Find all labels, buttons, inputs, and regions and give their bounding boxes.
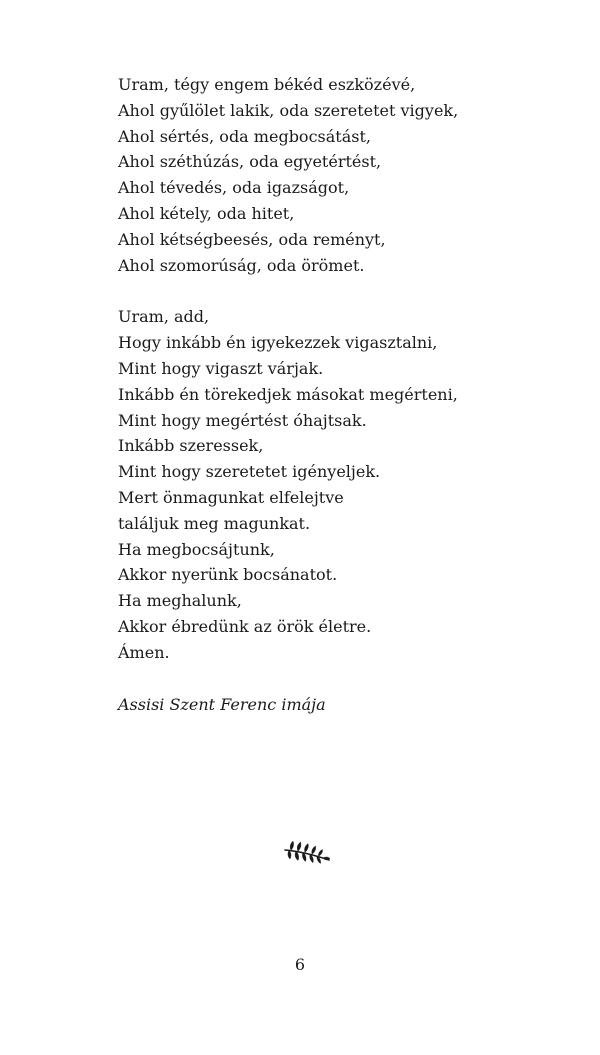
stanza-1: [118, 72, 558, 278]
poem-line: Ahol szomorúság, oda örömet.: [118, 255, 365, 275]
poem-line: Ha megbocsájtunk,: [118, 539, 275, 559]
poem-line: Ahol gyűlölet lakik, oda szeretetet vigyek,: [118, 100, 459, 120]
poem-line: Ahol kétely, oda hitet,: [118, 203, 295, 223]
poem-line: Mint hogy vigaszt várjak.: [118, 358, 324, 378]
poem-line: Uram, tégy engem békéd eszközévé,: [118, 75, 416, 94]
poem-line: Inkább én törekedjek másokat megérteni,: [118, 384, 458, 404]
poem-attribution: Assisi Szent Ferenc imája: [118, 694, 326, 714]
page-number: 6: [294, 955, 306, 974]
poem-line: Akkor ébredünk az örök életre.: [118, 616, 372, 636]
poem-line: Mint hogy megértést óhajtsak.: [118, 410, 367, 430]
leaf-branch-icon: [283, 838, 331, 868]
poem-line: Uram, add,: [118, 307, 210, 327]
poem-line: Ahol sértés, oda megbocsátást,: [118, 126, 371, 146]
poem-line: Ha meghalunk,: [118, 591, 242, 611]
poem-line: Ámen.: [118, 642, 170, 662]
poem-line: Hogy inkább én igyekezzek vigasztalni,: [118, 333, 438, 353]
poem-line: Ahol széthúzás, oda egyetértést,: [118, 152, 382, 172]
poem-line: Inkább szeressek,: [118, 436, 264, 456]
poem: [118, 72, 558, 717]
poem-line: Mint hogy szeretetet igényeljek.: [118, 462, 381, 482]
poem-line: Ahol tévedés, oda igazságot,: [118, 178, 350, 198]
poem-line: Mert önmagunkat elfelejtve: [118, 487, 344, 507]
poem-line: Akkor nyerünk bocsánatot.: [118, 565, 338, 585]
poem-line: Ahol kétségbeesés, oda reményt,: [118, 229, 386, 249]
stanza-2: [118, 304, 558, 665]
poem-line: találjuk meg magunkat.: [118, 513, 311, 533]
